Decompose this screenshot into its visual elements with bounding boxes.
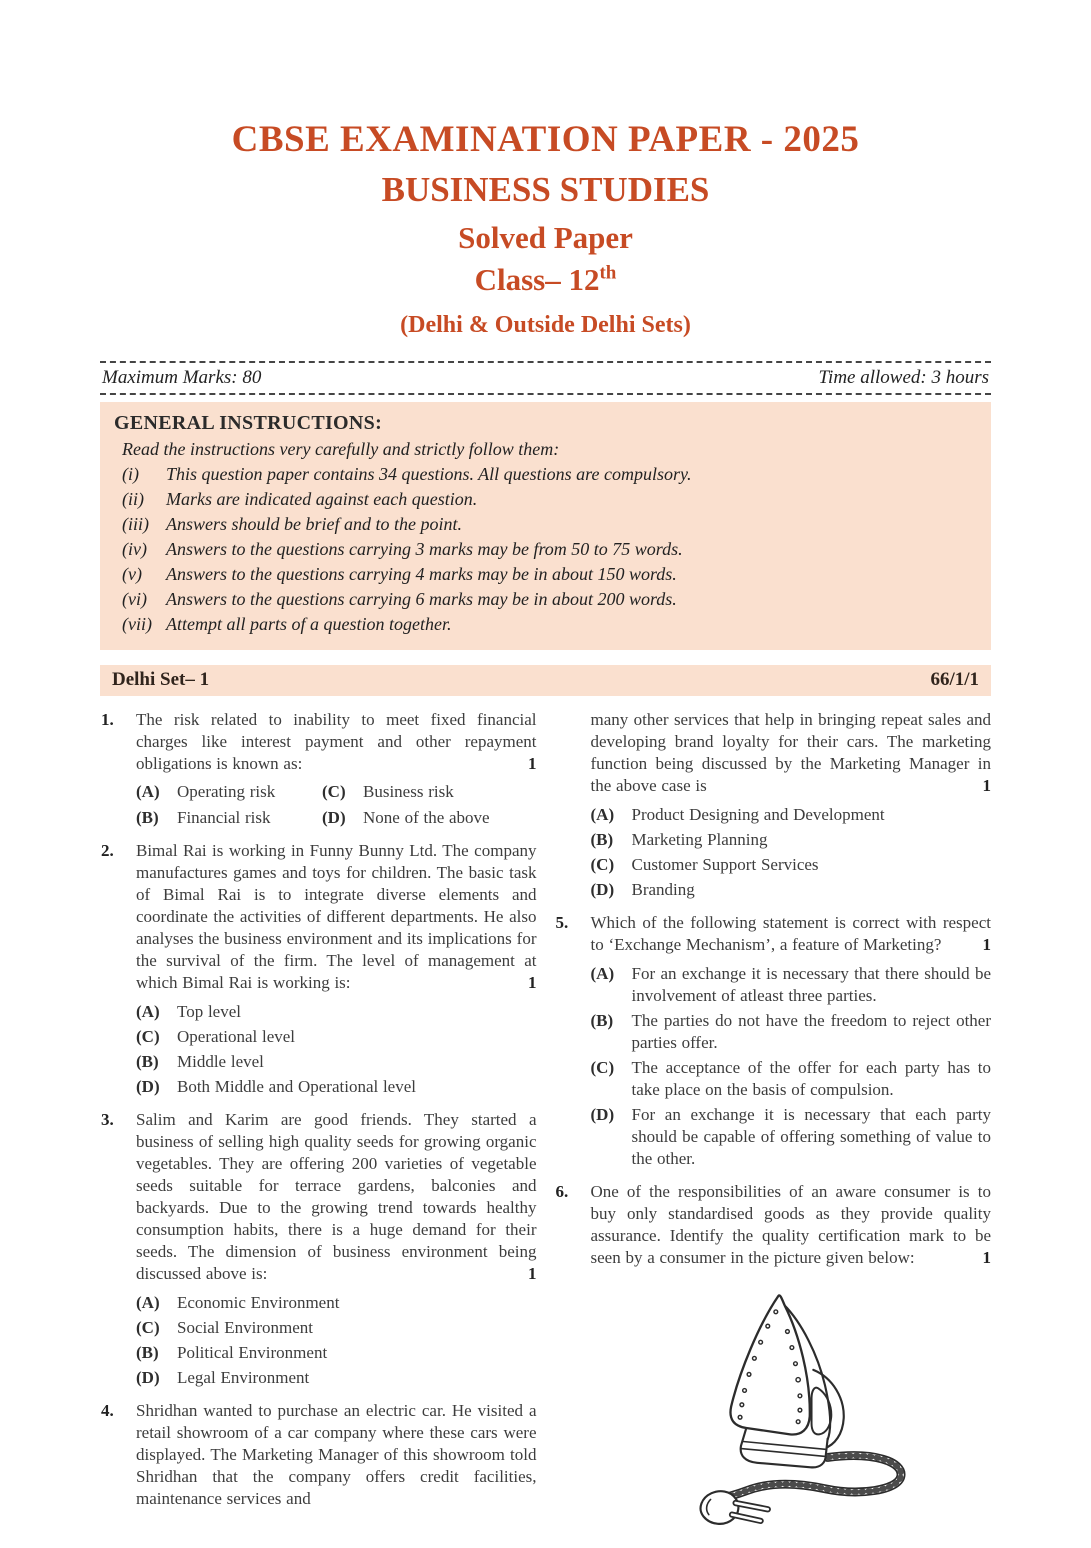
class-label [100, 262, 991, 298]
option-d [322, 807, 537, 829]
marks-badge: 1 [528, 1264, 537, 1283]
option-label: (B) [136, 1052, 159, 1071]
question-number: 5. [555, 913, 569, 932]
option-label: (C) [136, 1027, 160, 1046]
question-text [136, 1400, 537, 1510]
option-text: Branding [631, 880, 695, 899]
instruction-item [122, 587, 975, 612]
option-c [591, 854, 992, 876]
question-text [591, 709, 992, 797]
option-label: (D) [136, 1368, 160, 1387]
time-allowed-label: Time allowed: 3 hours [818, 367, 989, 388]
instruction-number: (vi) [122, 589, 147, 609]
option-label: (D) [136, 1077, 160, 1096]
question-5 [555, 912, 992, 1170]
option-text: Operating risk [177, 782, 276, 801]
instruction-item [122, 562, 975, 587]
class-base: Class– 12 [474, 262, 600, 297]
left-column [100, 709, 537, 1548]
option-b [136, 807, 322, 829]
instruction-number: (v) [122, 564, 142, 584]
question-body: many other services that help in bringing repeat sales and developing brand loyalty for their cars. The marketing function being discussed by the Marketing Manager in the above case is [590, 710, 991, 795]
instruction-number: (ii) [122, 489, 144, 509]
option-label: (A) [136, 1002, 160, 1021]
option-label: (A) [590, 964, 615, 983]
question-text [591, 1181, 992, 1269]
option-a [136, 781, 322, 803]
question-text [136, 1109, 537, 1285]
option-label: (A) [590, 805, 615, 824]
instruction-item [122, 462, 975, 487]
question-number: 2. [101, 841, 114, 860]
right-column [555, 709, 992, 1548]
option-label: (B) [590, 830, 614, 849]
option-label: (D) [590, 880, 615, 899]
electric-iron-illustration [591, 1285, 992, 1537]
marks-badge: 1 [982, 1248, 991, 1267]
option-text: For an exchange it is necessary that each party should be capable of offering something of value to the other. [631, 1105, 991, 1168]
question-body: Bimal Rai is working in Funny Bunny Ltd. The company manufactures games and toys for children. The basic task of Bimal Rai is to integrate diverse elements and coordinate the activities of different departments. He also analyses the business environment and its implications for the survival of the firm. The level of management at which Bimal Rai is working is: [136, 841, 537, 992]
option-c [136, 1317, 537, 1339]
option-text: Marketing Planning [631, 830, 768, 849]
option-d [591, 879, 992, 901]
question-6 [555, 1181, 992, 1537]
question-text [136, 709, 537, 775]
option-text: Social Environment [177, 1318, 314, 1337]
marks-badge: 1 [528, 973, 537, 992]
instruction-text: Answers should be brief and to the point. [166, 514, 462, 534]
instruction-item [122, 487, 975, 512]
option-b [591, 829, 992, 851]
instruction-number: (vii) [122, 614, 152, 634]
instructions-intro: Read the instructions very carefully and strictly follow them: [122, 439, 560, 459]
question-body: Salim and Karim are good friends. They started a business of selling high quality seeds for growing organic vegetables. They are offering 200 varieties of vegetable seeds suitable for terrace gardens, balconies and backyards. Due to the growing trend towards healthy consumption habits, there is a huge demand for their seeds. The dimension of business environment being discussed above is: [136, 1110, 537, 1283]
option-text: None of the above [363, 808, 490, 827]
set-code: 66/1/1 [930, 669, 979, 690]
option-d [591, 1104, 992, 1170]
option-text: Economic Environment [177, 1293, 340, 1312]
options-list [136, 1292, 537, 1389]
option-text: Operational level [177, 1027, 296, 1046]
question-text [591, 912, 992, 956]
general-instructions-panel [100, 402, 991, 650]
option-a [136, 1292, 537, 1314]
question-body: Which of the following statement is correct with respect to ‘Exchange Mechanism’, a feature of Marketing? [590, 913, 991, 954]
option-b [591, 1010, 992, 1054]
question-4-part2 [555, 709, 992, 901]
option-label: (C) [590, 1058, 615, 1077]
option-text: Product Designing and Development [631, 805, 885, 824]
option-a [136, 1001, 537, 1023]
option-text: For an exchange it is necessary that there should be involvement of atleast three parties. [631, 964, 991, 1005]
option-text: The acceptance of the offer for each party has to take place on the basis of compulsion. [631, 1058, 991, 1099]
question-4-part1 [100, 1400, 537, 1510]
option-text: Business risk [363, 782, 454, 801]
instruction-number: (i) [122, 464, 139, 484]
question-number: 3. [101, 1110, 114, 1129]
questions-area [100, 709, 991, 1548]
instruction-text: Answers to the questions carrying 6 marks may be in about 200 words. [166, 589, 677, 609]
option-label: (D) [322, 808, 346, 827]
instruction-item [122, 537, 975, 562]
option-d [136, 1367, 537, 1389]
iron-svg [657, 1285, 925, 1537]
option-d [136, 1076, 537, 1098]
options-list [136, 1001, 537, 1098]
option-text: Middle level [177, 1052, 264, 1071]
option-label: (C) [322, 782, 346, 801]
option-text: Both Middle and Operational level [177, 1077, 416, 1096]
instruction-item [122, 512, 975, 537]
paper-header [100, 118, 991, 339]
marks-badge: 1 [528, 754, 537, 773]
marks-badge: 1 [982, 935, 991, 954]
instruction-text: Answers to the questions carrying 4 marks may be in about 150 words. [166, 564, 677, 584]
option-c [322, 781, 537, 803]
marks-badge: 1 [982, 776, 991, 795]
paper-title: CBSE EXAMINATION PAPER - 2025 [231, 119, 860, 160]
options-list [591, 963, 992, 1170]
option-label: (C) [590, 855, 615, 874]
sets-subtitle: (Delhi & Outside Delhi Sets) [400, 312, 691, 338]
instruction-item [122, 612, 975, 637]
option-label: (D) [590, 1105, 615, 1124]
option-label: (B) [136, 808, 159, 827]
question-2 [100, 840, 537, 1098]
set-bar [100, 665, 991, 696]
option-b [136, 1051, 537, 1073]
solved-paper-label: Solved Paper [458, 220, 633, 255]
question-body: Shridhan wanted to purchase an electric car. He visited a retail showroom of a car company where these cars were displayed. The Marketing Manager of this showroom told Shridhan that the company offers credit facilities, maintenance services and [136, 1401, 537, 1508]
question-number: 6. [555, 1182, 569, 1201]
subject-title: BUSINESS STUDIES [381, 170, 710, 209]
question-body: The risk related to inability to meet fixed financial charges like interest payment and other repayment obligations is known as: [136, 710, 537, 773]
question-number: 1. [101, 710, 114, 729]
instructions-heading: GENERAL INSTRUCTIONS: [114, 412, 383, 434]
option-label: (A) [136, 782, 160, 801]
instruction-number: (iii) [122, 514, 149, 534]
instruction-text: Answers to the questions carrying 3 marks may be from 50 to 75 words. [166, 539, 683, 559]
question-3 [100, 1109, 537, 1389]
class-superscript: th [599, 262, 617, 284]
max-marks-label: Maximum Marks: 80 [102, 367, 262, 388]
option-a [591, 963, 992, 1007]
option-label: (B) [136, 1343, 159, 1362]
instruction-number: (iv) [122, 539, 147, 559]
question-text [136, 840, 537, 994]
option-text: Customer Support Services [631, 855, 819, 874]
option-b [136, 1342, 537, 1364]
option-text: The parties do not have the freedom to reject other parties offer. [631, 1011, 991, 1052]
question-number: 4. [101, 1401, 114, 1420]
question-1 [100, 709, 537, 829]
meta-row [100, 361, 991, 395]
option-label: (A) [136, 1293, 160, 1312]
option-label: (C) [136, 1318, 160, 1337]
option-text: Financial risk [177, 808, 271, 827]
instruction-text: This question paper contains 34 questions. All questions are compulsory. [166, 464, 692, 484]
option-text: Legal Environment [177, 1368, 310, 1387]
option-text: Top level [177, 1002, 241, 1021]
option-c [591, 1057, 992, 1101]
option-text: Political Environment [177, 1343, 328, 1362]
option-a [591, 804, 992, 826]
option-label: (B) [590, 1011, 614, 1030]
instruction-text: Attempt all parts of a question together. [166, 614, 452, 634]
question-body: One of the responsibilities of an aware consumer is to buy only standardised goods as they provide quality assurance. Identify the quality certification mark to be seen by a consumer in the picture given below: [590, 1182, 991, 1267]
set-name: Delhi Set– 1 [112, 669, 210, 690]
options-list [591, 804, 992, 901]
options-grid [136, 781, 537, 829]
instruction-text: Marks are indicated against each question. [166, 489, 478, 509]
option-c [136, 1026, 537, 1048]
